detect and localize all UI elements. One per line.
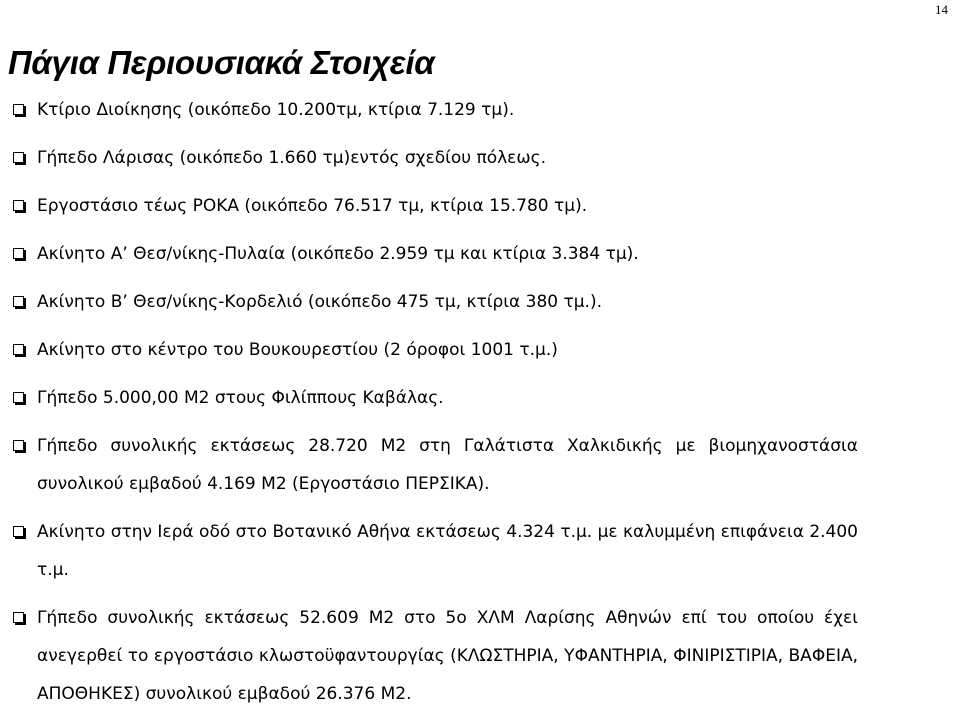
list-item-text: Κτίριο Διοίκησης (οικόπεδο 10.200τμ, κτίρια 7.129 τμ). [37, 100, 515, 120]
checkbox-bullet-icon [13, 344, 24, 355]
checkbox-bullet-icon [13, 248, 24, 259]
list-item-text: Ακίνητο στο κέντρο του Βουκουρεστίου (2 όροφοι 1001 τ.μ.) [37, 340, 558, 360]
list-item [10, 513, 858, 589]
list-item-text: Γήπεδο Λάρισας (οικόπεδο 1.660 τμ)εντός σχεδίου πόλεως. [37, 148, 546, 168]
checkbox-bullet-icon [13, 104, 24, 115]
list-item-text: Γήπεδο 5.000,00 Μ2 στους Φιλίππους Καβάλας. [37, 388, 444, 408]
checkbox-bullet-icon [13, 200, 24, 211]
asset-list [10, 91, 858, 723]
page-number: 14 [935, 2, 948, 17]
list-item [10, 139, 858, 177]
list-item-text: Ακίνητο Α’ Θεσ/νίκης-Πυλαία (οικόπεδο 2.959 τμ και κτίρια 3.384 τμ). [37, 244, 639, 264]
list-item [10, 599, 858, 713]
list-item [10, 187, 858, 225]
checkbox-bullet-icon [13, 440, 24, 451]
checkbox-bullet-icon [13, 152, 24, 163]
checkbox-bullet-icon [13, 526, 24, 537]
list-item-text: Εργοστάσιο τέως ΡΟΚΑ (οικόπεδο 76.517 τμ, κτίρια 15.780 τμ). [37, 196, 588, 216]
list-item-text: Γήπεδο συνολικής εκτάσεως 28.720 Μ2 στη Γαλάτιστα Χαλκιδικής με βιομηχανοστάσια συνολικού εμβαδού 4.169 Μ2 (Εργοστάσιο ΠΕΡΣΙΚΑ). [37, 436, 858, 494]
list-item [10, 331, 858, 369]
list-item [10, 91, 858, 129]
checkbox-bullet-icon [13, 612, 24, 623]
page-title: Πάγια Περιουσιακά Στοιχεία [8, 44, 435, 81]
checkbox-bullet-icon [13, 392, 24, 403]
list-item [10, 379, 858, 417]
list-item [10, 427, 858, 503]
list-item-text: Γήπεδο συνολικής εκτάσεως 52.609 Μ2 στο 5ο ΧΛΜ Λαρίσης Αθηνών επί του οποίου έχει ανεγερθεί το εργοστάσιο κλωστοϋφαντουργίας (ΚΛΩΣΤΗΡΙΑ, ΥΦΑΝΤΗΡΙΑ, ΦΙΝΙΡΙΣΤΙΡΙΑ, ΒΑΦΕΙΑ, ΑΠΟΘΗΚΕΣ) συνολικού εμβαδού 26.376 Μ2. [37, 608, 858, 704]
list-item [10, 283, 858, 321]
checkbox-bullet-icon [13, 296, 24, 307]
list-item-text: Ακίνητο στην Ιερά οδό στο Βοτανικό Αθήνα εκτάσεως 4.324 τ.μ. με καλυμμένη επιφάνεια 2.400 τ.μ. [37, 522, 858, 580]
list-item [10, 235, 858, 273]
list-item-text: Ακίνητο Β’ Θεσ/νίκης-Κορδελιό (οικόπεδο 475 τμ, κτίρια 380 τμ.). [37, 292, 603, 312]
